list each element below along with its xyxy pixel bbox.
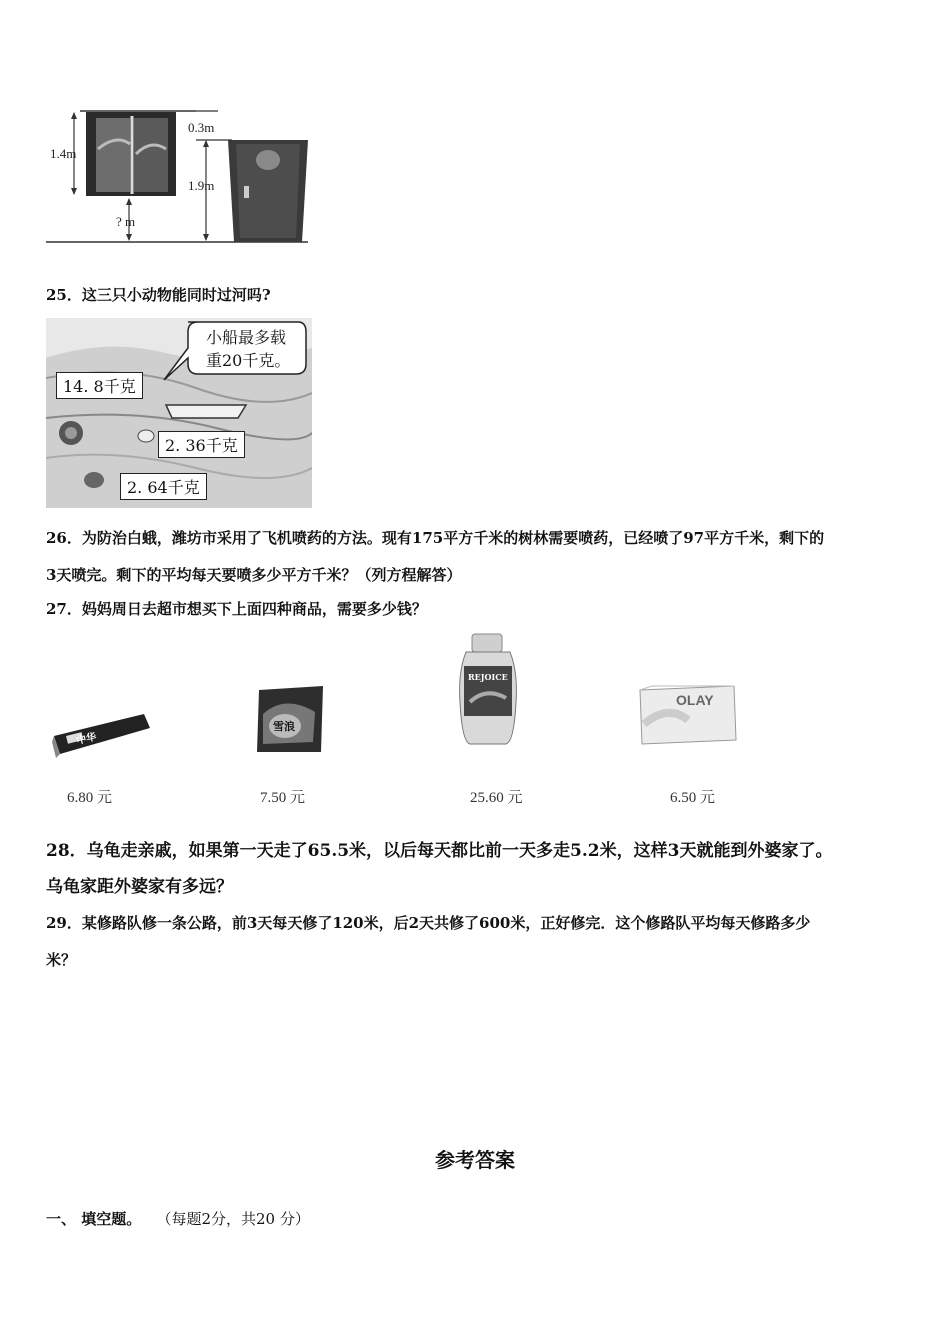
door-label-right: 1.9m — [188, 178, 215, 193]
product-soap — [638, 684, 738, 746]
detergent-brand-label: 雪浪 — [273, 720, 295, 733]
question-26-line-1: 26．为防治白蛾，潍坊市采用了飞机喷药的方法。现有175平方千米的树林需要喷药，已经喷了97平方千米，剩下的 — [46, 529, 825, 547]
price-detergent: 7.50 元 — [260, 790, 306, 806]
shampoo-brand-label: REJOICE — [468, 672, 508, 682]
toothpaste-brand-label: 中华 — [75, 731, 98, 748]
door-label-left: 1.4m — [50, 146, 77, 161]
product-detergent — [255, 684, 327, 756]
price-soap: 6.50 元 — [670, 790, 716, 806]
shampoo-bottle-icon — [456, 632, 520, 748]
weight-label-rabbit: 2. 36千克 — [158, 431, 245, 458]
question-25: 25．这三只小动物能同时过河吗? — [46, 286, 271, 304]
question-28-line-1: 28．乌龟走亲戚，如果第一天走了65.5米，以后每天都比前一天多走5.2米，这样3天就能到外婆家了。 — [46, 841, 833, 861]
answers-title: 参考答案 — [435, 1148, 515, 1172]
question-29-line-1: 29．某修路队修一条公路，前3天每天修了120米，后2天共修了600米，正好修完．这个修路队平均每天修路多少 — [46, 914, 811, 932]
weight-label-squirrel: 2. 64千克 — [120, 473, 207, 500]
price-shampoo: 25.60 元 — [470, 790, 523, 806]
door-diagram-svg — [46, 104, 316, 246]
toothpaste-icon — [52, 700, 152, 770]
speech-bubble-line-2: 重20千克。 — [206, 351, 291, 370]
price-toothpaste: 6.80 元 — [67, 790, 113, 806]
door-height-figure — [46, 104, 316, 246]
question-26-line-2: 3天喷完。剩下的平均每天要喷多少平方千米？（列方程解答） — [46, 566, 462, 584]
soap-brand-label: OLAY — [676, 692, 714, 708]
product-shampoo — [456, 632, 520, 748]
door-label-top: 0.3m — [188, 120, 215, 135]
speech-bubble-line-1: 小船最多载 — [206, 328, 287, 347]
door-label-question: ? m — [116, 214, 136, 229]
answers-section-heading — [46, 1208, 310, 1229]
section-note: （每题2分，共20 分） — [156, 1210, 310, 1228]
section-label: 一、 填空题。 — [46, 1210, 142, 1228]
river-crossing-figure — [46, 318, 312, 508]
question-29-line-2: 米？ — [46, 951, 77, 969]
question-27: 27．妈妈周日去超市想买下上面四种商品，需要多少钱？ — [46, 600, 427, 618]
weight-label-monkey: 14. 8千克 — [56, 372, 143, 399]
product-toothpaste — [52, 700, 152, 770]
question-28-line-2: 乌龟家距外婆家有多远？ — [46, 877, 233, 897]
